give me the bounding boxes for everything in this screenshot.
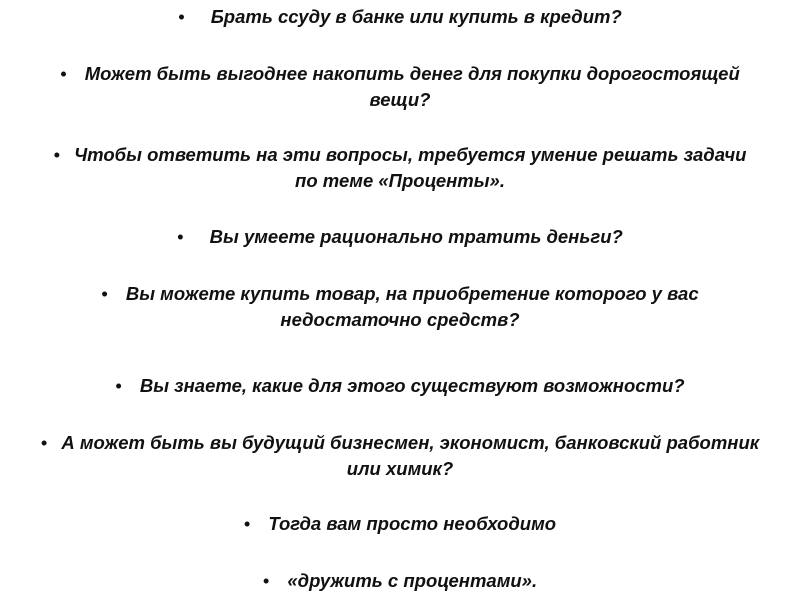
item-text-continued: вещи?: [369, 88, 431, 110]
item-text: А может быть вы будущий бизнесмен, экономист, банковский работник: [61, 432, 760, 453]
item-text: Вы знаете, какие для этого существуют возможности?: [139, 375, 685, 396]
bullet-icon: •: [178, 6, 185, 27]
item-text: Может быть выгоднее накопить денег для покупки дорогостоящей: [84, 63, 740, 84]
list-item: [0, 4, 800, 30]
item-text: «дружить с процентами».: [287, 570, 538, 591]
list-item: [0, 61, 800, 112]
item-text: Чтобы ответить на эти вопросы, требуется умение решать задачи: [74, 144, 747, 165]
item-text-continued: или химик?: [346, 457, 454, 479]
item-text: Вы можете купить товар, на приобретение которого у вас: [125, 283, 699, 304]
item-text-continued: недостаточно средств?: [280, 308, 520, 330]
item-text: Брать ссуду в банке или купить в кредит?: [210, 6, 622, 27]
item-text-continued: по теме «Проценты».: [295, 169, 505, 191]
bullet-icon: •: [115, 375, 122, 396]
bullet-icon: •: [177, 226, 184, 247]
bullet-icon: •: [262, 570, 270, 591]
bullet-icon: •: [60, 63, 67, 84]
list-item: [0, 373, 800, 399]
list-item: [0, 430, 800, 481]
list-item: [0, 568, 800, 594]
list-item: [0, 142, 800, 193]
list-item: [0, 281, 800, 332]
list-item: [0, 224, 800, 250]
bullet-icon: •: [53, 144, 61, 165]
list-item: [0, 511, 800, 537]
item-text: Тогда вам просто необходимо: [268, 513, 557, 534]
item-text: Вы умеете рационально тратить деньги?: [209, 226, 623, 247]
bullet-icon: •: [101, 283, 108, 304]
bullet-icon: •: [40, 432, 48, 453]
bullet-icon: •: [243, 513, 251, 534]
